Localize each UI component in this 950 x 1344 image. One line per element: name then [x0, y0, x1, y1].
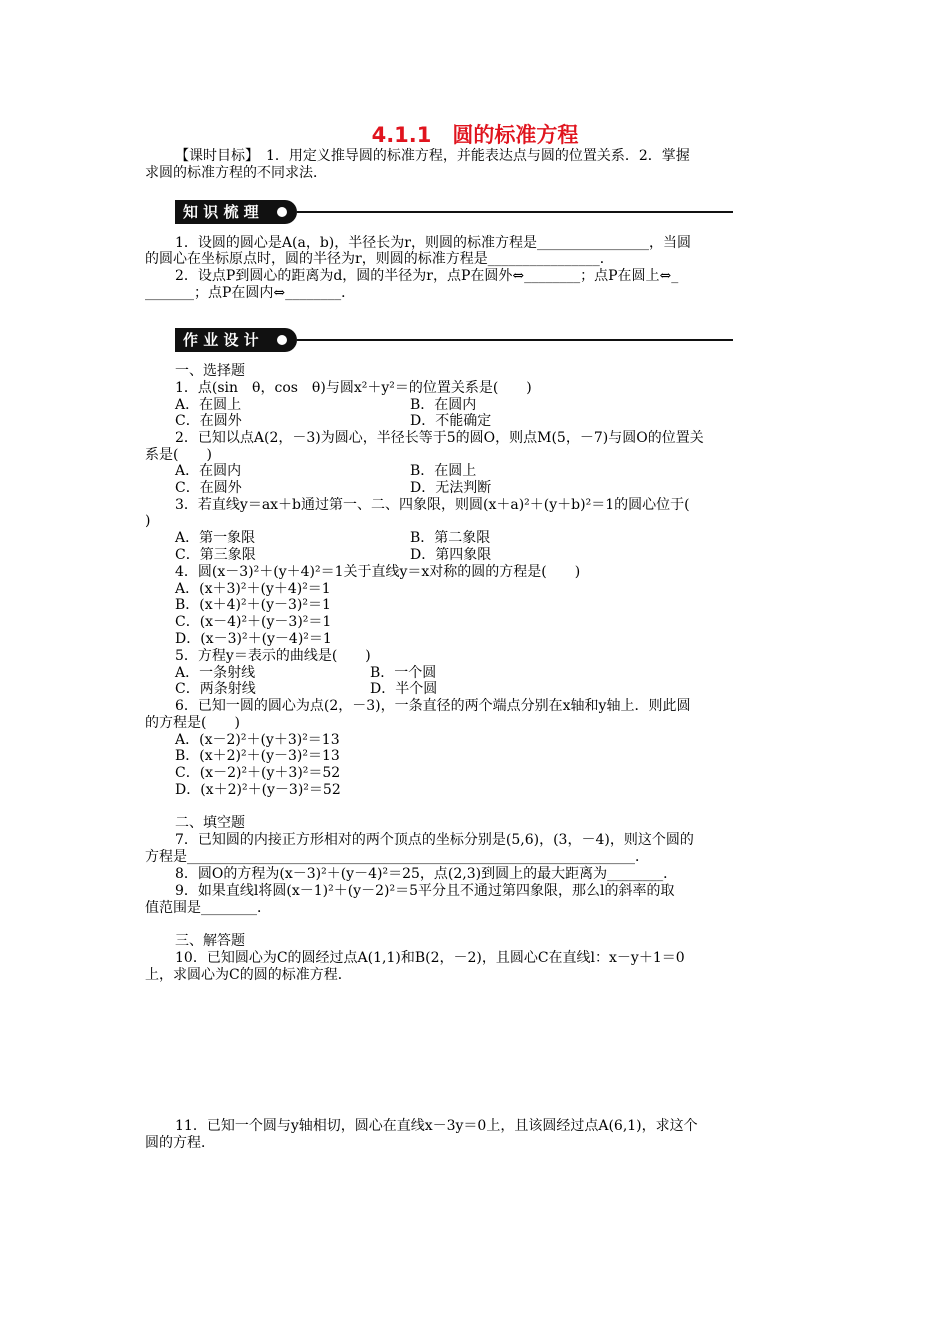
q5-option-c: C．两条射线 — [175, 681, 256, 697]
question-3-line-2: ) — [145, 513, 151, 529]
knowledge-section-label — [175, 200, 297, 224]
question-7-line-1: 7．已知圆的内接正方形相对的两个顶点的坐标分别是(5,6)，(3，－4)，则这个圆的 — [175, 832, 694, 848]
question-6-line-2: 的方程是( ) — [145, 715, 240, 731]
q6-option-b: B．(x＋2)²＋(y－3)²＝13 — [175, 748, 340, 764]
objectives-line-2: 求圆的标准方程的不同求法． — [145, 165, 327, 181]
bullet-dot-icon — [277, 207, 287, 217]
q1-option-b: B．在圆内 — [410, 397, 477, 413]
knowledge-line-1: 1．设圆的圆心是A(a，b)，半径长为r，则圆的标准方程是________________，当圆 — [175, 235, 691, 251]
knowledge-line-2: 的圆心在坐标原点时，圆的半径为r，则圆的标准方程是________________． — [145, 251, 614, 267]
question-8: 8．圆O的方程为(x－3)²＋(y－4)²＝25，点(2,3)到圆上的最大距离为________． — [175, 866, 678, 882]
q4-option-b: B．(x＋4)²＋(y－3)²＝1 — [175, 597, 331, 613]
bullet-dot-icon — [277, 335, 287, 345]
q3-option-a: A．第一象限 — [175, 530, 256, 546]
q2-option-b: B．在圆上 — [410, 463, 477, 479]
question-10-line-1: 10．已知圆心为C的圆经过点A(1,1)和B(2，－2)，且圆心C在直线l：x－y＋1＝0 — [175, 950, 685, 966]
question-7-line-2: 方程是________________________________________________________________． — [145, 849, 649, 865]
q2-option-d: D．无法判断 — [410, 480, 492, 496]
knowledge-line-4: _______；点P在圆内⇔________． — [145, 285, 356, 301]
question-11-line-1: 11．已知一个圆与y轴相切，圆心在直线x－3y＝0上，且该圆经过点A(6,1)，求这个 — [175, 1118, 698, 1134]
question-9-line-2: 值范围是________． — [145, 900, 271, 916]
part1-heading: 一、选择题 — [175, 363, 245, 379]
question-10-line-2: 上，求圆心为C的圆的标准方程． — [145, 967, 352, 983]
knowledge-line-3: 2．设点P到圆心的距离为d，圆的半径为r，点P在圆外⇔________；点P在圆上⇔_ — [175, 268, 679, 284]
question-9-line-1: 9．如果直线l将圆(x－1)²＋(y－2)²＝5平分且不通过第四象限，那么l的斜率的取 — [175, 883, 675, 899]
q4-option-d: D．(x－3)²＋(y－4)²＝1 — [175, 631, 332, 647]
section-divider — [297, 339, 733, 341]
homework-section-text: 作 业 设 计 — [183, 331, 259, 349]
q1-option-a: A．在圆上 — [175, 397, 242, 413]
page-title: 4.1.1 圆的标准方程 — [371, 123, 579, 147]
knowledge-section-text: 知 识 梳 理 — [183, 203, 259, 221]
q5-option-a: A．一条射线 — [175, 665, 256, 681]
question-5: 5．方程y＝表示的曲线是( ) — [175, 648, 371, 664]
question-3-line-1: 3．若直线y＝ax＋b通过第一、二、四象限，则圆(x＋a)²＋(y＋b)²＝1的圆心位于( — [175, 497, 690, 513]
q2-option-a: A．在圆内 — [175, 463, 242, 479]
question-1: 1．点(sin θ，cos θ)与圆x²＋y²＝的位置关系是( ) — [175, 380, 532, 396]
q6-option-a: A．(x－2)²＋(y＋3)²＝13 — [175, 732, 340, 748]
q1-option-c: C．在圆外 — [175, 413, 242, 429]
objectives-line-1: 【课时目标】 1．用定义推导圆的标准方程，并能表达点与圆的位置关系．2．掌握 — [175, 148, 690, 164]
question-2-line-2: 系是( ) — [145, 447, 212, 463]
q6-option-c: C．(x－2)²＋(y＋3)²＝52 — [175, 765, 341, 781]
q3-option-c: C．第三象限 — [175, 547, 256, 563]
part3-heading: 三、解答题 — [175, 933, 245, 949]
q5-option-d: D．半个圆 — [370, 681, 438, 697]
q3-option-d: D．第四象限 — [410, 547, 492, 563]
question-4: 4．圆(x－3)²＋(y＋4)²＝1关于直线y＝x对称的圆的方程是( ) — [175, 564, 581, 580]
q4-option-a: A．(x＋3)²＋(y＋4)²＝1 — [175, 581, 331, 597]
q4-option-c: C．(x－4)²＋(y－3)²＝1 — [175, 614, 332, 630]
question-2-line-1: 2．已知以点A(2，－3)为圆心，半径长等于5的圆O，则点M(5，－7)与圆O的位置关 — [175, 430, 704, 446]
q5-option-b: B．一个圆 — [370, 665, 437, 681]
q2-option-c: C．在圆外 — [175, 480, 242, 496]
question-11-line-2: 圆的方程． — [145, 1135, 215, 1151]
q6-option-d: D．(x＋2)²＋(y－3)²＝52 — [175, 782, 341, 798]
question-6-line-1: 6．已知一圆的圆心为点(2，－3)，一条直径的两个端点分别在x轴和y轴上．则此圆 — [175, 698, 691, 714]
section-divider — [297, 211, 733, 213]
q3-option-b: B．第二象限 — [410, 530, 491, 546]
homework-section-label — [175, 328, 297, 352]
part2-heading: 二、填空题 — [175, 815, 245, 831]
q1-option-d: D．不能确定 — [410, 413, 492, 429]
